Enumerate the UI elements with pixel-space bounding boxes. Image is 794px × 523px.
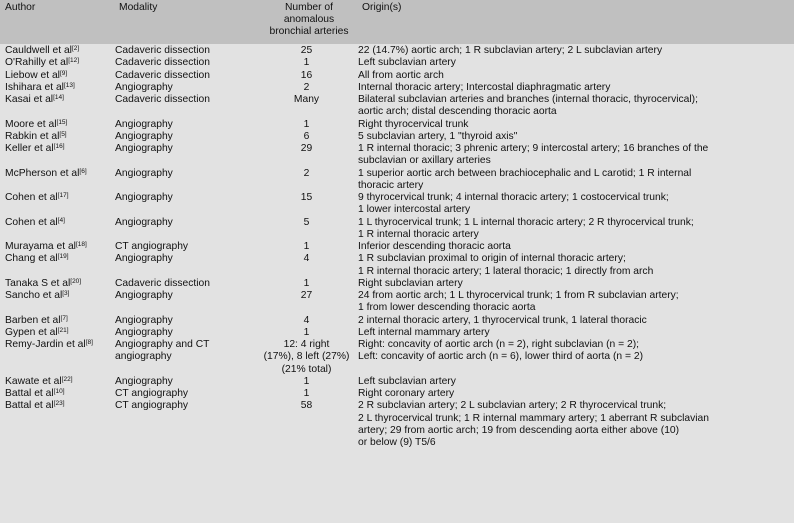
header-number-line: Number of <box>284 2 334 13</box>
table-row <box>0 327 794 339</box>
reference-number: [17] <box>57 192 69 199</box>
cell-author <box>0 315 114 327</box>
author-name: Murayama et al <box>5 241 76 252</box>
author-name: Sancho et al <box>5 290 63 301</box>
cell-modality <box>114 339 256 376</box>
cell-author <box>0 82 114 94</box>
cell-modality-line: Angiography <box>115 192 173 203</box>
cell-author <box>0 217 114 242</box>
cell-author <box>0 131 114 143</box>
author-name: Remy-Jardin et al <box>5 339 86 350</box>
cell-author <box>0 376 114 388</box>
cell-modality <box>114 376 256 388</box>
cell-modality-line: Cadaveric dissection <box>115 69 211 81</box>
author-name: Barben et al <box>5 314 61 326</box>
reference-number: [3] <box>62 290 70 297</box>
cell-origin-line: All from aortic arch <box>358 69 444 81</box>
header-author: Author <box>5 2 36 13</box>
cell-origin-line: 24 from aortic arch; 1 L thyrocervical trunk; 1 from R subclavian artery; <box>358 290 679 301</box>
cell-number-line: 2 <box>303 81 310 93</box>
cell-number-line: 16 <box>300 69 313 81</box>
cell-origin <box>357 57 794 69</box>
author-name: Rabkin et al <box>5 130 60 142</box>
cell-author <box>0 253 114 278</box>
reference-number: [7] <box>60 314 68 322</box>
cell-modality-line: Angiography <box>115 81 173 93</box>
header-number-line: anomalous <box>283 14 335 25</box>
cell-origin <box>357 119 794 131</box>
table-row <box>0 315 794 327</box>
cell-origin-line: or below (9) T5/6 <box>358 437 436 448</box>
table-row <box>0 388 794 400</box>
table-row <box>0 400 794 449</box>
cell-number <box>256 376 357 388</box>
cell-author <box>0 168 114 193</box>
author-name: Keller et al <box>5 143 54 154</box>
cell-author <box>0 192 114 217</box>
cell-modality <box>114 217 256 242</box>
table-row <box>0 70 794 82</box>
table-row <box>0 339 794 376</box>
table-row <box>0 290 794 315</box>
cell-modality-line: CT angiography <box>115 388 189 399</box>
cell-number-line: 1 <box>303 57 310 69</box>
cell-origin-line: thoracic artery <box>358 179 424 191</box>
author-name: Chang et al <box>5 253 58 265</box>
cell-origin-line: 1 R internal thoracic; 3 phrenic artery; 9 intercostal artery; 16 branches of the <box>358 143 709 154</box>
author-name: Kasai et al <box>5 94 54 105</box>
cell-origin-line: Right: concavity of aortic arch (n = 2), right subclavian (n = 2); <box>358 339 640 350</box>
cell-author <box>0 45 114 57</box>
cell-number <box>256 131 357 143</box>
reference-number: [21] <box>57 326 69 334</box>
cell-author <box>0 290 114 315</box>
cell-origin <box>357 400 794 449</box>
cell-author <box>0 241 114 253</box>
reference-number: [6] <box>79 167 87 175</box>
cell-origin-line: 1 from lower descending thoracic aorta <box>358 302 536 314</box>
cell-author <box>0 143 114 168</box>
reference-number: [19] <box>57 253 69 261</box>
cell-modality-line: Angiography <box>115 290 173 301</box>
cell-origin-line: 22 (14.7%) aortic arch; 1 R subclavian artery; 2 L subclavian artery <box>358 45 663 56</box>
cell-number <box>256 253 357 278</box>
author-name: Tanaka S et al <box>5 277 71 289</box>
cell-modality-line: Angiography <box>115 253 173 265</box>
cell-number <box>256 339 357 376</box>
cell-number-line: 29 <box>300 143 313 154</box>
cell-modality <box>114 57 256 69</box>
cell-author <box>0 339 114 376</box>
cell-origin-line: 1 R internal thoracic artery <box>358 228 479 240</box>
cell-number <box>256 400 357 449</box>
cell-number-line: (21% total) <box>281 363 332 375</box>
cell-origin <box>357 45 794 57</box>
author-name: Ishihara et al <box>5 81 64 93</box>
cell-modality-line: Angiography <box>115 216 173 228</box>
author-name: Gypen et al <box>5 326 58 338</box>
cell-author <box>0 388 114 400</box>
cell-origin <box>357 388 794 400</box>
table-row <box>0 278 794 290</box>
cell-number-line: 15 <box>300 192 313 203</box>
cell-number-line: 4 <box>303 253 310 265</box>
cell-number <box>256 315 357 327</box>
author-name: Cohen et al <box>5 216 58 228</box>
reference-number: [22] <box>61 375 73 383</box>
table-row <box>0 143 794 168</box>
table-header <box>0 0 794 44</box>
cell-origin <box>357 131 794 143</box>
cell-modality-line: Cadaveric dissection <box>115 57 211 69</box>
table-row <box>0 119 794 131</box>
cell-origin-line: 9 thyrocervical trunk; 4 internal thoracic artery; 1 costocervical trunk; <box>358 192 669 203</box>
table-row <box>0 376 794 388</box>
author-name: Cauldwell et al <box>5 45 72 56</box>
cell-number-line: 58 <box>300 400 313 412</box>
cell-origin-line: artery; 29 from aortic arch; 19 from descending aorta either above (10) <box>358 424 680 436</box>
cell-author <box>0 57 114 69</box>
cell-number-line: 1 <box>303 118 310 130</box>
cell-origin <box>357 192 794 217</box>
reference-number: [5] <box>59 130 67 138</box>
reference-number: [18] <box>75 241 87 248</box>
cell-origin-line: Internal thoracic artery; Intercostal diaphragmatic artery <box>358 81 611 93</box>
cell-origin-line: aortic arch; distal descending thoracic aorta <box>358 106 557 118</box>
cell-author <box>0 70 114 82</box>
cell-number-line: 1 <box>303 388 310 399</box>
table-row <box>0 253 794 278</box>
cell-origin-line: 1 R internal thoracic artery; 1 lateral thoracic; 1 directly from arch <box>358 265 654 277</box>
author-name: McPherson et al <box>5 167 80 179</box>
cell-origin <box>357 327 794 339</box>
cell-origin <box>357 70 794 82</box>
cell-origin <box>357 168 794 193</box>
cell-origin-line: 2 L thyrocervical trunk; 1 R internal mammary artery; 1 aberrant R subclavian <box>358 412 709 424</box>
table-row <box>0 217 794 242</box>
cell-number-line: Many <box>293 94 320 105</box>
cell-origin-line: 1 superior aortic arch between brachiocephalic and L carotid; 1 R internal <box>358 167 692 179</box>
cell-modality <box>114 241 256 253</box>
cell-author <box>0 278 114 290</box>
table-row <box>0 45 794 57</box>
cell-origin <box>357 376 794 388</box>
cell-number <box>256 290 357 315</box>
cell-number-line: 2 <box>303 167 310 179</box>
cell-modality-line: Cadaveric dissection <box>115 277 211 289</box>
author-name: Liebow et al <box>5 69 60 81</box>
reference-number: [20] <box>70 277 82 285</box>
cell-modality <box>114 45 256 57</box>
cell-modality <box>114 327 256 339</box>
author-name: O'Rahilly et al <box>5 57 69 69</box>
cell-number-line: 1 <box>303 241 310 252</box>
cell-modality <box>114 253 256 278</box>
cell-number <box>256 278 357 290</box>
cell-number <box>256 388 357 400</box>
cell-modality-line: Cadaveric dissection <box>115 94 211 105</box>
author-name: Battal et al <box>5 388 54 399</box>
cell-modality <box>114 82 256 94</box>
reference-number: [16] <box>53 143 65 150</box>
cell-modality-line: Angiography <box>115 130 173 142</box>
cell-origin <box>357 253 794 278</box>
cell-number <box>256 94 357 119</box>
cell-number <box>256 143 357 168</box>
cell-origin-line: Left subclavian artery <box>358 57 456 69</box>
cell-origin-line: Left internal mammary artery <box>358 326 490 338</box>
author-name: Moore et al <box>5 118 57 130</box>
header-number <box>256 2 357 44</box>
cell-number <box>256 45 357 57</box>
reference-number: [13] <box>63 81 75 89</box>
cell-number-line: 25 <box>300 45 313 56</box>
cell-number <box>256 217 357 242</box>
cell-number-line: 4 <box>303 314 310 326</box>
cell-origin <box>357 241 794 253</box>
cell-number <box>256 168 357 193</box>
table-row <box>0 241 794 253</box>
cell-modality-line: Angiography <box>115 326 173 338</box>
cell-modality <box>114 70 256 82</box>
cell-origin-line: Right subclavian artery <box>358 277 463 289</box>
cell-modality <box>114 94 256 119</box>
reference-number: [4] <box>57 216 65 224</box>
cell-number <box>256 82 357 94</box>
cell-origin-line: 2 R subclavian artery; 2 L subclavian artery; 2 R thyrocervical trunk; <box>358 400 667 412</box>
cell-modality-line: Angiography <box>115 375 173 387</box>
cell-modality-line: Angiography <box>115 314 173 326</box>
cell-origin <box>357 278 794 290</box>
cell-modality-line: Cadaveric dissection <box>115 45 211 56</box>
cell-origin <box>357 339 794 376</box>
reference-number: [12] <box>68 57 80 65</box>
cell-number <box>256 57 357 69</box>
reference-number: [15] <box>56 118 68 126</box>
reference-number: [23] <box>53 400 65 408</box>
header-origin: Origin(s) <box>362 2 402 13</box>
reference-number: [14] <box>53 94 64 101</box>
table-row <box>0 57 794 69</box>
cell-modality <box>114 278 256 290</box>
cell-modality <box>114 192 256 217</box>
cell-origin-line: Left subclavian artery <box>358 375 456 387</box>
cell-number <box>256 327 357 339</box>
cell-number-line: 27 <box>300 290 313 301</box>
cell-modality <box>114 168 256 193</box>
table-row <box>0 192 794 217</box>
table-body <box>0 44 794 523</box>
author-name: Kawate et al <box>5 375 62 387</box>
cell-number-line: (17%), 8 left (27%) <box>263 351 350 363</box>
cell-origin <box>357 315 794 327</box>
cell-modality <box>114 388 256 400</box>
cell-origin-line: 1 lower intercostal artery <box>358 204 471 216</box>
cell-origin-line: 1 L thyrocervical trunk; 1 L internal thoracic artery; 2 R thyrocervical trunk; <box>358 216 694 228</box>
cell-author <box>0 119 114 131</box>
cell-number-line: 5 <box>303 216 310 228</box>
cell-origin-line: Bilateral subclavian arteries and branches (internal thoracic, thyrocervical); <box>358 94 698 105</box>
cell-origin <box>357 143 794 168</box>
table-row <box>0 168 794 193</box>
cell-modality-line: Angiography <box>115 143 173 154</box>
reference-number: [9] <box>59 69 68 77</box>
cell-modality-line: CT angiography <box>115 241 189 252</box>
cell-number-line: 1 <box>303 375 310 387</box>
cell-origin-line: subclavian or axillary arteries <box>358 155 491 167</box>
cell-origin-line: Right coronary artery <box>358 388 455 399</box>
cell-origin <box>357 82 794 94</box>
author-name: Battal et al <box>5 400 54 412</box>
cell-number <box>256 70 357 82</box>
author-name: Cohen et al <box>5 192 58 203</box>
cell-origin-line: Left: concavity of aortic arch (n = 6), lower third of aorta (n = 2) <box>358 351 644 363</box>
reference-number: [8] <box>85 339 93 346</box>
cell-modality <box>114 131 256 143</box>
cell-origin-line: 2 internal thoracic artery, 1 thyrocervical trunk, 1 lateral thoracic <box>358 314 647 326</box>
cell-author <box>0 94 114 119</box>
cell-modality <box>114 119 256 131</box>
table-row <box>0 131 794 143</box>
cell-author <box>0 327 114 339</box>
cell-modality <box>114 400 256 449</box>
cell-author <box>0 400 114 449</box>
cell-modality-line: Angiography <box>115 167 173 179</box>
cell-modality-line: angiography <box>115 351 172 363</box>
header-modality: Modality <box>119 2 158 13</box>
cell-origin-line: 1 R subclavian proximal to origin of internal thoracic artery; <box>358 253 626 265</box>
cell-origin-line: Inferior descending thoracic aorta <box>358 241 511 252</box>
cell-number-line: 1 <box>303 277 310 289</box>
cell-origin <box>357 94 794 119</box>
table-row <box>0 94 794 119</box>
cell-modality-line: Angiography <box>115 118 173 130</box>
cell-origin-line: Right thyrocervical trunk <box>358 118 469 130</box>
cell-number <box>256 192 357 217</box>
cell-modality-line: Angiography and CT <box>115 339 210 350</box>
reference-number: [2] <box>71 45 80 52</box>
cell-origin-line: 5 subclavian artery, 1 "thyroid axis" <box>358 130 518 142</box>
cell-number-line: 6 <box>303 130 310 142</box>
cell-origin <box>357 217 794 242</box>
cell-modality-line: CT angiography <box>115 400 189 412</box>
table-row <box>0 82 794 94</box>
header-number-line: bronchial arteries <box>269 26 349 37</box>
cell-number <box>256 119 357 131</box>
cell-number <box>256 241 357 253</box>
cell-modality <box>114 290 256 315</box>
cell-modality <box>114 143 256 168</box>
cell-origin <box>357 290 794 315</box>
reference-number: [10] <box>53 388 65 395</box>
cell-number-line: 1 <box>303 326 310 338</box>
cell-modality <box>114 315 256 327</box>
cell-number-line: 12: 4 right <box>283 339 330 350</box>
